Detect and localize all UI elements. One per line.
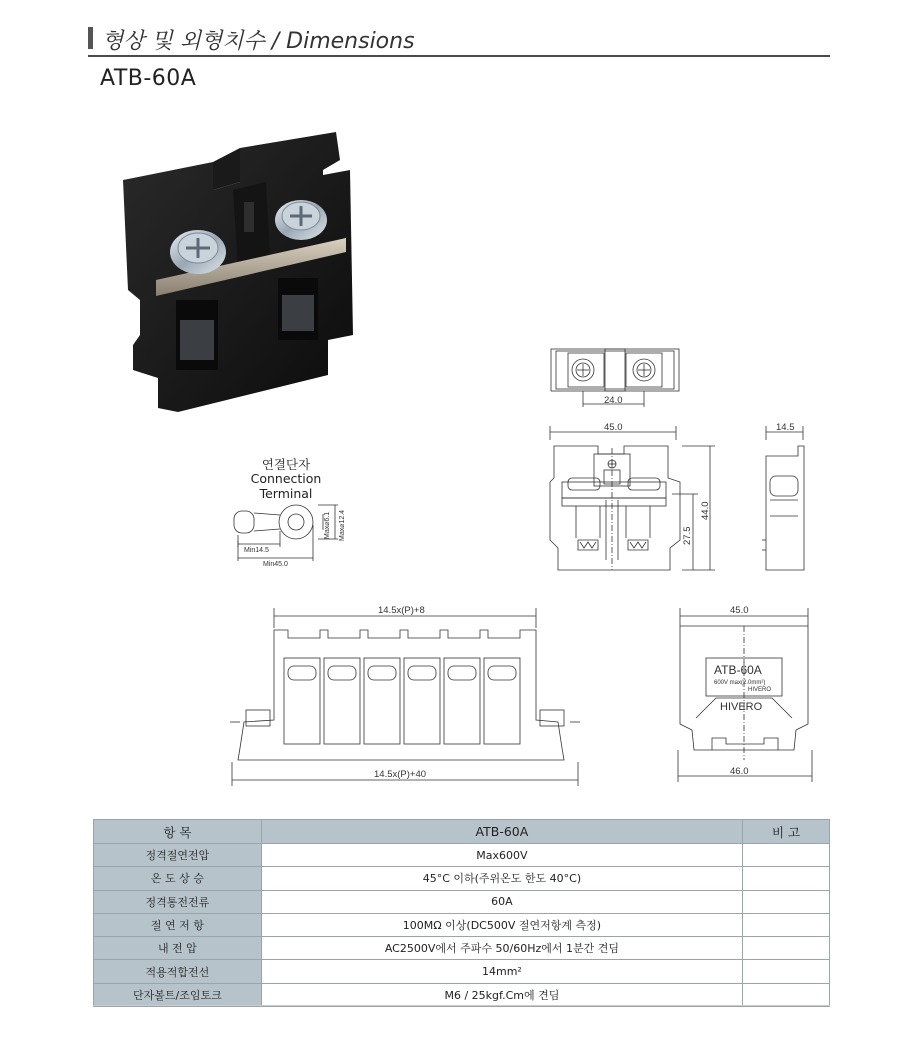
row-note bbox=[743, 913, 830, 936]
spec-table bbox=[93, 819, 830, 1007]
row-label: 단자볼트/조임토크 bbox=[94, 983, 262, 1006]
table-row bbox=[94, 960, 830, 983]
row-note bbox=[743, 890, 830, 913]
row-note bbox=[743, 937, 830, 960]
row-value: 14mm² bbox=[261, 960, 742, 983]
table-row bbox=[94, 890, 830, 913]
dim-top-width: 24.0 bbox=[604, 395, 623, 406]
table-bottom-rule bbox=[93, 1005, 830, 1006]
table-row bbox=[94, 913, 830, 936]
row-value: Max600V bbox=[261, 844, 742, 867]
table-row bbox=[94, 844, 830, 867]
row-note bbox=[743, 960, 830, 983]
section-header bbox=[88, 24, 830, 56]
header-accent-bar bbox=[88, 27, 93, 49]
row-note bbox=[743, 867, 830, 890]
label-model: ATB-60A bbox=[714, 663, 762, 677]
row-note bbox=[743, 844, 830, 867]
dim-height-total: 44.0 bbox=[700, 501, 711, 520]
page-title: 형상 및 외형치수 / Dimensions bbox=[102, 29, 415, 54]
dim-min-long: Min45.0 bbox=[263, 561, 288, 567]
dim-max-inner: Max⌀6.1 bbox=[324, 511, 331, 539]
row-label: 내 전 압 bbox=[94, 937, 262, 960]
row-label: 정격절연전압 bbox=[94, 844, 262, 867]
connection-terminal-title-en: Connection Terminal bbox=[250, 471, 322, 501]
table-row bbox=[94, 983, 830, 1006]
header-divider bbox=[88, 55, 830, 57]
dim-end-bottom: 46.0 bbox=[730, 766, 749, 777]
label-brand-small: HIVERO bbox=[748, 687, 772, 693]
row-label: 절 연 저 항 bbox=[94, 913, 262, 936]
dim-max-outer: Max⌀12.4 bbox=[339, 509, 346, 541]
end-view-drawing bbox=[676, 600, 816, 785]
row-value: 60A bbox=[261, 890, 742, 913]
dim-min-short: Min14.5 bbox=[244, 547, 269, 554]
multi-pole-drawing bbox=[228, 600, 583, 790]
table-row bbox=[94, 867, 830, 890]
dim-front-width: 45.0 bbox=[604, 422, 623, 433]
row-label: 온 도 상 승 bbox=[94, 867, 262, 890]
row-value: 100MΩ 이상(DC500V 절연저항계 측정) bbox=[261, 913, 742, 936]
row-value: AC2500V에서 주파수 50/60Hz에서 1분간 견딤 bbox=[261, 937, 742, 960]
header-note: 비 고 bbox=[743, 820, 830, 844]
front-view-drawing bbox=[540, 420, 720, 575]
row-label: 정격통전전류 bbox=[94, 890, 262, 913]
dim-end-top: 45.0 bbox=[730, 605, 749, 616]
label-brand: HIVERO bbox=[720, 701, 763, 713]
dim-height-mid: 27.5 bbox=[682, 526, 693, 545]
row-value: 45°C 이하(주위온도 한도 40°C) bbox=[261, 867, 742, 890]
table-row bbox=[94, 937, 830, 960]
model-name: ATB-60A bbox=[100, 66, 197, 91]
connection-terminal-title-ko: 연결단자 bbox=[261, 457, 311, 472]
header-value: ATB-60A bbox=[261, 820, 742, 844]
dim-multi-bottom: 14.5x(P)+40 bbox=[374, 769, 427, 780]
label-rating: 600V max(2.0mm²) bbox=[714, 680, 766, 686]
row-value: M6 / 25kgf.Cm에 견딤 bbox=[261, 983, 742, 1006]
header-item: 항 목 bbox=[94, 820, 262, 844]
row-note bbox=[743, 983, 830, 1006]
dim-side-width: 14.5 bbox=[776, 422, 795, 433]
connection-terminal-drawing bbox=[228, 495, 353, 567]
side-view-drawing bbox=[758, 420, 818, 575]
top-view-drawing bbox=[548, 345, 683, 415]
dim-multi-top: 14.5x(P)+8 bbox=[378, 605, 425, 616]
spec-table-header bbox=[94, 820, 830, 844]
product-photo bbox=[118, 130, 358, 415]
row-label: 적용적합전선 bbox=[94, 960, 262, 983]
